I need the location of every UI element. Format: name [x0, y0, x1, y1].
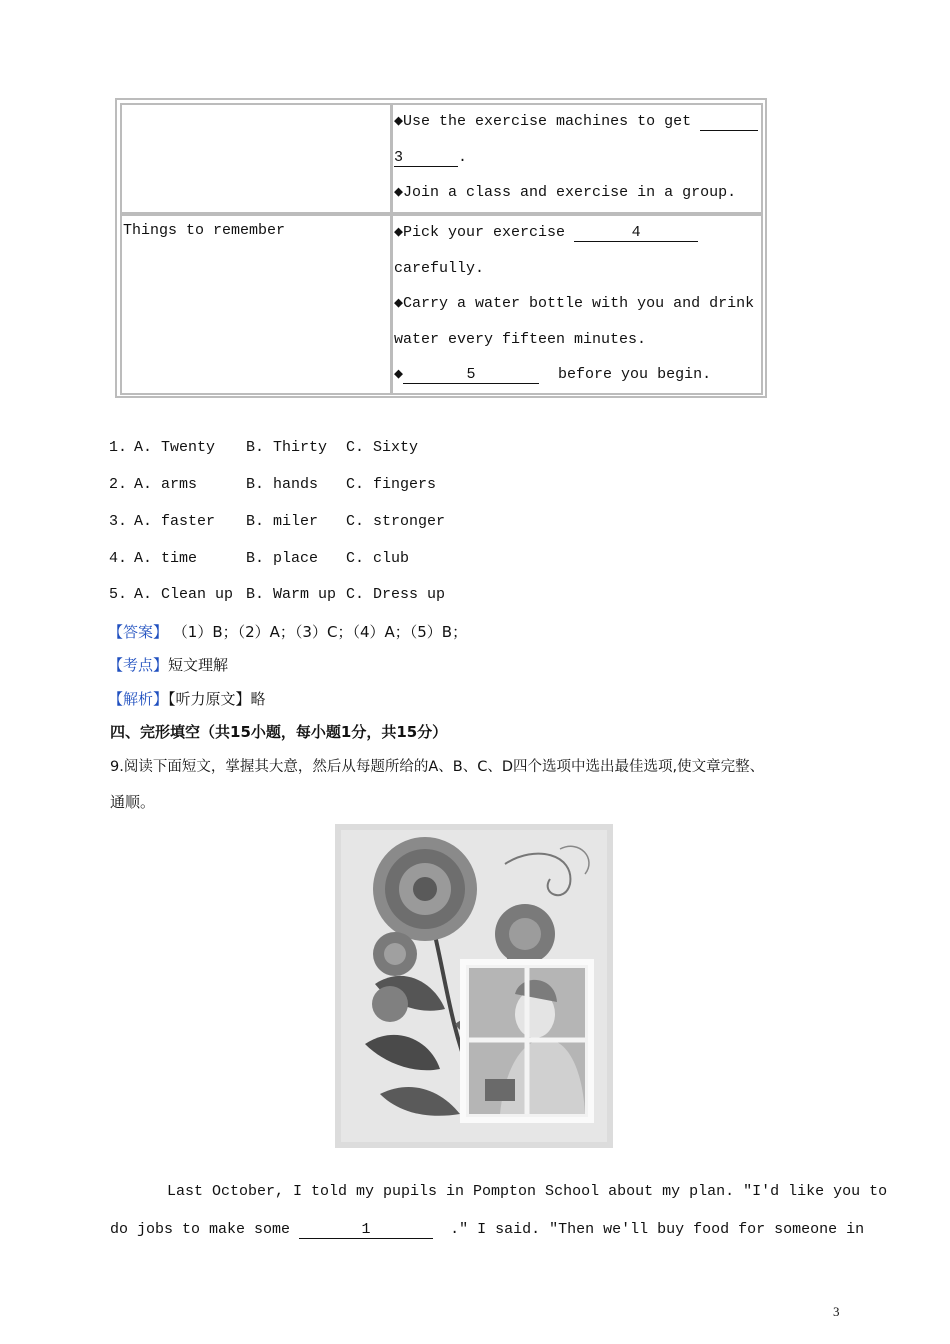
table-r2-line4: water every fifteen minutes.	[394, 331, 647, 348]
option-1c: C. Sixty	[346, 439, 419, 456]
option-1a: A. Twenty	[134, 439, 216, 456]
option-row-5: 5.	[109, 586, 128, 603]
blank-3: 3	[394, 150, 458, 167]
blank-5: 5	[403, 367, 539, 384]
section-heading: 四、完形填空（共15小题，每小题1分，共15分）	[110, 723, 448, 741]
page-number: 3	[833, 1304, 840, 1319]
table-r2-line1: ◆Pick your exercise 4	[394, 222, 698, 242]
jiexi-line	[108, 688, 266, 709]
option-5c: C. Dress up	[346, 586, 446, 603]
instruction-line-1: 9.阅读下面短文，掌握其大意，然后从每题所给的A、B、C、D四个选项中选出最佳选项,使文章完整、	[110, 759, 765, 775]
option-5b: B. Warm up	[246, 586, 337, 603]
option-5a: A. Clean up	[134, 586, 234, 603]
things-to-remember-label: Things to remember	[123, 222, 286, 239]
option-4b: B. place	[246, 550, 319, 567]
table-cell-r1-left	[120, 103, 392, 214]
flower-window-drawing	[335, 824, 613, 1148]
table-r1-line2: 3 .	[394, 149, 468, 166]
jiexi-text: 【听力原文】略	[168, 690, 266, 708]
option-2b: B. hands	[246, 476, 319, 493]
window-frame	[463, 962, 591, 1120]
answer-label: 【答案】	[108, 623, 169, 641]
exercise-table	[115, 98, 767, 398]
option-row-4: 4.	[109, 550, 128, 567]
table-r1-line1: ◆Use the exercise machines to get	[394, 111, 758, 131]
option-3a: A. faster	[134, 513, 216, 530]
option-4a: A. time	[134, 550, 198, 567]
option-4c: C. club	[346, 550, 410, 567]
table-r1-line3: ◆Join a class and exercise in a group.	[394, 184, 737, 201]
table-r2-line3: ◆Carry a water bottle with you and drink	[394, 295, 755, 312]
option-row-1: 1.	[109, 439, 128, 456]
kaodian-line	[108, 654, 228, 675]
option-1b: B. Thirty	[246, 439, 328, 456]
answer-line	[108, 621, 467, 642]
passage-line-2: do jobs to make some 1 ." I said. "Then we'll buy food for someone in	[110, 1221, 865, 1238]
option-2a: A. arms	[134, 476, 198, 493]
option-row-2: 2.	[109, 476, 128, 493]
jiexi-label: 【解析】	[108, 690, 169, 708]
table-cell-r2-right	[391, 214, 763, 395]
option-row-3: 3.	[109, 513, 128, 530]
option-2c: C. fingers	[346, 476, 437, 493]
table-r2-line5: ◆ 5 before you begin.	[394, 366, 712, 383]
option-3b: B. miler	[246, 513, 319, 530]
table-cell-r2-left	[120, 214, 392, 395]
kaodian-text: 短文理解	[168, 656, 229, 674]
answer-text: （1）B；（2）A；（3）C；（4）A；（5）B；	[172, 623, 468, 641]
option-3c: C. stronger	[346, 513, 446, 530]
table-cell-r1-right	[391, 103, 763, 214]
table-r2-line2: carefully.	[394, 260, 485, 277]
blank-4: 4	[574, 225, 698, 242]
passage-blank-1: 1	[299, 1222, 433, 1239]
large-chrysanthemum	[373, 837, 477, 941]
passage-line-1: Last October, I told my pupils in Pompton School about my plan. "I'd like you to	[167, 1183, 888, 1200]
kaodian-label: 【考点】	[108, 656, 169, 674]
instruction-line-2: 通顺。	[110, 793, 156, 811]
illustration-flowers-window	[335, 824, 613, 1148]
